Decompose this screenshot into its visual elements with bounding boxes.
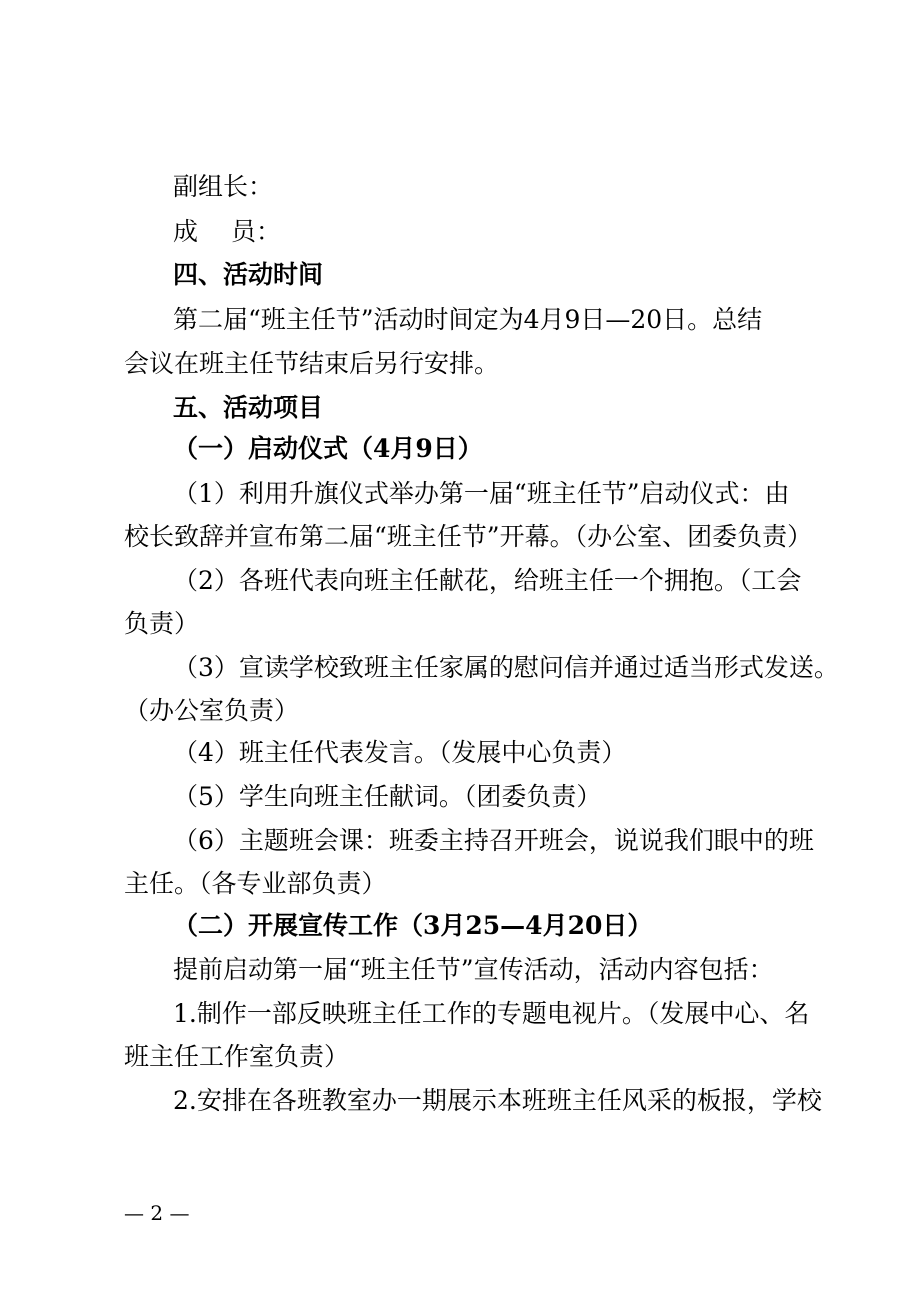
text-line-members: 成 员： [173, 217, 281, 246]
item-2-line-2: 负责） [124, 609, 200, 638]
text-line-vice-leader: 副组长： [173, 172, 274, 201]
subheading-publicity-work: （二）开展宣传工作（3月25—4月20日） [173, 911, 653, 940]
item-2-line-1: （2）各班代表向班主任献花，给班主任一个拥抱。（工会 [173, 566, 802, 595]
item-3-line-1: （3）宣读学校致班主任家属的慰问信并通过适当形式发送。 [173, 653, 839, 682]
item-6-line-1: （6）主题班会课：班委主持召开班会，说说我们眼中的班 [173, 826, 814, 855]
paragraph-publicity-intro: 提前启动第一届“班主任节”宣传活动，活动内容包括： [173, 955, 774, 984]
publicity-item-2-line-1: 2.安排在各班教室办一期展示本班班主任风采的板报，学校 [173, 1086, 822, 1115]
item-1-line-2: 校长致辞并宣布第二届“班主任节”开幕。（办公室、团委负责） [124, 522, 813, 551]
item-5: （5）学生向班主任献词。（团委负责） [173, 782, 602, 811]
section-heading-activity-time: 四、活动时间 [173, 260, 324, 289]
item-6-line-2: 主任。（各专业部负责） [124, 869, 387, 898]
publicity-item-1-line-1: 1.制作一部反映班主任工作的专题电视片。（发展中心、名 [173, 999, 810, 1028]
item-1-line-1: （1）利用升旗仪式举办第一届“班主任节”启动仪式：由 [173, 479, 790, 508]
item-3-line-2: （办公室负责） [124, 696, 300, 725]
paragraph-activity-time-line-2: 会议在班主任节结束后另行安排。 [124, 349, 500, 378]
paragraph-activity-time-line-1: 第二届“班主任节”活动时间定为4月9日—20日。总结 [173, 305, 763, 334]
page-number: — 2 — [124, 1201, 190, 1225]
subheading-launch-ceremony: （一）启动仪式（4月9日） [173, 434, 483, 463]
publicity-item-1-line-2: 班主任工作室负责） [124, 1042, 350, 1071]
item-4: （4）班主任代表发言。（发展中心负责） [173, 738, 627, 767]
section-heading-activity-items: 五、活动项目 [173, 393, 324, 422]
